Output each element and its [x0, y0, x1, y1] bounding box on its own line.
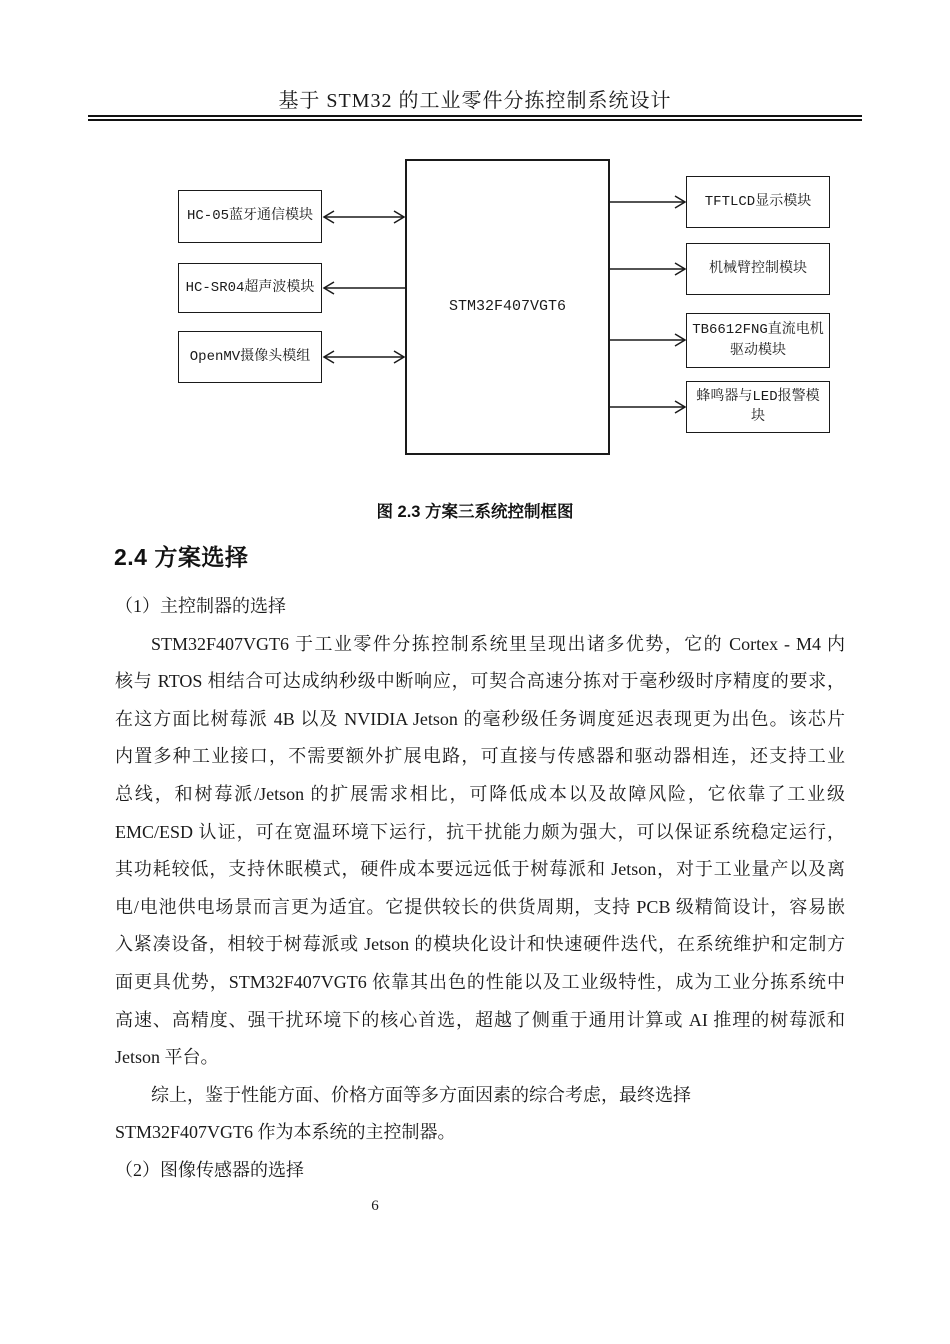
- list-item-1: （1）主控制器的选择: [115, 596, 286, 616]
- section-heading: 2.4 方案选择: [114, 544, 249, 570]
- module-label: 蜂鸣器与LED报警模块: [696, 388, 820, 425]
- module-box-hcsr04-ultrasonic: [178, 263, 322, 313]
- module-box-tftlcd-display: [686, 176, 830, 228]
- arrow-buzzer-right: [610, 401, 685, 413]
- paragraph-line: 总线，和树莓派/Jetson 的扩展需求相比，可降低成本以及故障风险，它依靠了工业级: [115, 783, 845, 804]
- page-number: 6: [371, 1198, 379, 1214]
- module-box-buzzer-led-alarm: [686, 381, 830, 433]
- paragraph-line: 核与 RTOS 相结合可达成纳秒级中断响应，可契合高速分拣对于毫秒级时序精度的要求，: [115, 671, 845, 692]
- arrow-hc05-bidirectional: [324, 211, 404, 223]
- module-label: OpenMV摄像头模组: [189, 348, 311, 365]
- module-box-tb6612fng-motor-driver: [686, 313, 830, 368]
- module-label: TB6612FNG直流电机驱动模块: [692, 322, 824, 359]
- paragraph-line: 面更具优势，STM32F407VGT6 依靠其出色的性能以及工业级特性，成为工业分拣系统中: [115, 971, 845, 992]
- mcu-box: [405, 159, 610, 455]
- mcu-box-label: STM32F407VGT6: [448, 298, 567, 316]
- paragraph-line: 高速、高精度、强干扰环境下的核心首选，超越了侧重于通用计算或 AI 推理的树莓派和: [115, 1009, 845, 1030]
- module-label: TFTLCD显示模块: [704, 193, 812, 210]
- module-label: HC-SR04超声波模块: [185, 279, 315, 296]
- paragraph-line: Jetson 平台。: [115, 1047, 219, 1068]
- module-box-openmv-camera: [178, 331, 322, 383]
- running-head-title: 基于 STM32 的工业零件分拣控制系统设计: [278, 90, 672, 112]
- paragraph-line: STM32F407VGT6 作为本系统的主控制器。: [115, 1122, 456, 1143]
- paragraph-line: 入紧凑设备，相较于树莓派或 Jetson 的模块化设计和快速硬件迭代，在系统维护和定制方: [115, 934, 845, 955]
- paragraph-line: 内置多种工业接口，不需要额外扩展电路，可直接与传感器和驱动器相连，还支持工业: [115, 746, 845, 767]
- paragraph-line: 综上，鉴于性能方面、价格方面等多方面因素的综合考虑，最终选择: [151, 1084, 691, 1105]
- paragraph-line: 在这方面比树莓派 4B 以及 NVIDIA Jetson 的毫秒级任务调度延迟表现更为出色。该芯片: [115, 708, 845, 729]
- module-label: HC-05蓝牙通信模块: [186, 208, 313, 225]
- module-box-robot-arm: [686, 243, 830, 295]
- figure-caption: 图 2.3 方案三系统控制框图: [376, 503, 574, 521]
- arrow-arm-right: [610, 263, 685, 275]
- module-box-hc05-bluetooth: [178, 190, 322, 243]
- module-label: 机械臂控制模块: [709, 260, 807, 277]
- paragraph-line: 其功耗较低，支持休眠模式，硬件成本要远远低于树莓派和 Jetson，对于工业量产以及离: [115, 859, 845, 880]
- paragraph-line: EMC/ESD 认证，可在宽温环境下运行，抗干扰能力颇为强大，可以保证系统稳定运行，: [115, 821, 845, 842]
- body-text: [115, 588, 845, 1190]
- paragraph-line: 电/电池供电场景而言更为适宜。它提供较长的供货周期，支持 PCB 级精简设计，容易嵌: [115, 896, 845, 917]
- arrow-hcsr04-left: [324, 282, 405, 294]
- list-item-2: （2）图像传感器的选择: [115, 1159, 304, 1180]
- paragraph-line: STM32F407VGT6 于工业零件分拣控制系统里呈现出诸多优势，它的 Cortex - M4 内: [151, 633, 845, 654]
- arrow-tftlcd-right: [610, 196, 685, 208]
- system-block-diagram: [0, 0, 950, 480]
- arrow-motor-right: [610, 334, 685, 346]
- arrow-openmv-bidirectional: [324, 351, 404, 363]
